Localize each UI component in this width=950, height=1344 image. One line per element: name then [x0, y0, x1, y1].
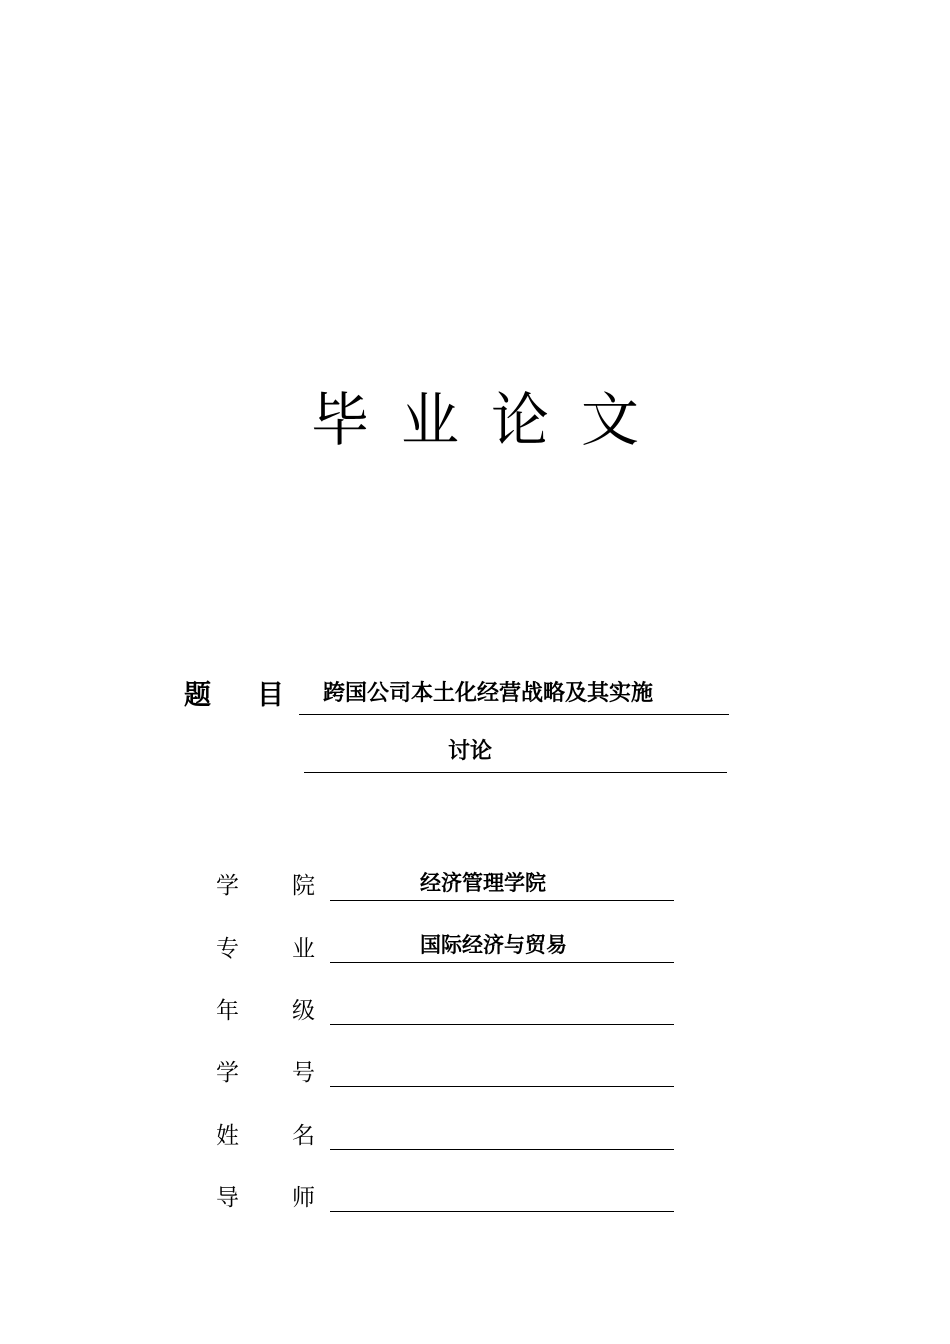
field-value-grade	[330, 990, 674, 1025]
field-label-advisor: 导 师	[216, 1185, 315, 1211]
topic-label-char-2: 目	[257, 680, 284, 711]
topic-text-line-1: 跨国公司本土化经营战略及其实施	[323, 681, 654, 706]
field-value-college: 经济管理学院	[330, 866, 674, 901]
field-label-grade: 年 级	[216, 998, 315, 1024]
title-char: 业	[400, 386, 491, 454]
field-label-name: 姓 名	[216, 1123, 315, 1149]
field-value-name	[330, 1115, 674, 1150]
title-char: 论	[491, 386, 582, 454]
thesis-title	[0, 385, 950, 455]
field-value-student-id	[330, 1052, 674, 1087]
topic-label-char-1: 题	[184, 680, 211, 711]
field-value-major: 国际经济与贸易	[330, 928, 674, 963]
title-char: 文	[581, 386, 672, 454]
topic-text-line-2: 讨论	[448, 739, 493, 764]
title-char: 毕	[310, 386, 401, 454]
topic-line-1	[299, 674, 729, 715]
topic-line-2	[304, 732, 727, 773]
field-label-college: 学 院	[216, 873, 315, 899]
field-label-major: 专 业	[216, 936, 315, 962]
field-label-student-id: 学 号	[216, 1060, 315, 1086]
field-value-advisor	[330, 1177, 674, 1212]
